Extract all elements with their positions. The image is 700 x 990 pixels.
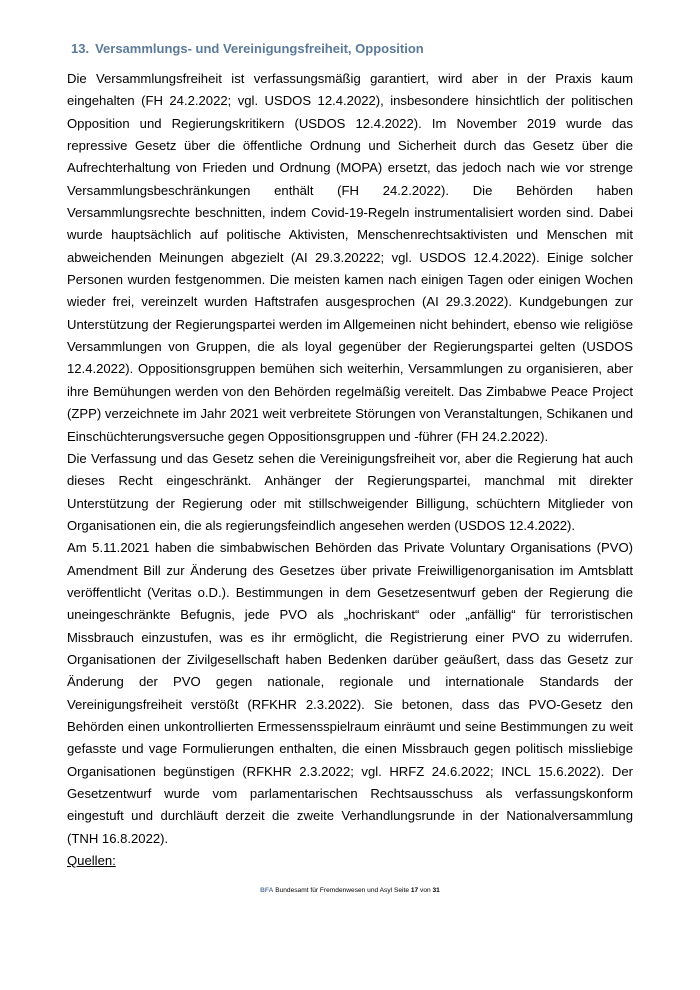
footer-org-abbr: BFA xyxy=(260,887,274,894)
paragraph-association-freedom: Die Verfassung und das Gesetz sehen die Vereinigungsfreiheit vor, aber die Regierung hat auch dieses Recht eingeschränkt. Anhänger der Regierungspartei, manchmal mit direkter Unterstützung der Regierung oder mit stillschweigender Billigung, schüchtern Mitglieder von Organisationen ein, die als regierungsfeindlich angesehen werden (USDOS 12.4.2022). xyxy=(67,450,633,533)
footer-org-name: Bundesamt für Fremdenwesen und Asyl xyxy=(275,887,393,894)
footer-of-word: von xyxy=(420,887,431,894)
footer-page-total: 31 xyxy=(432,887,440,894)
paragraph-assembly-freedom: Die Versammlungsfreiheit ist verfassungsmäßig garantiert, wird aber in der Praxis kaum eingehalten (FH 24.2.2022; vgl. USDOS 12.4.2022), insbesondere hinsichtlich der politischen Opposition und Regierungskritikern (USDOS 12.4.2022). Im November 2019 wurde das repressive Gesetz über die öffentliche Ordnung und Sicherheit durch das Gesetz über die Aufrechterhaltung von Frieden und Ordnung (MOPA) ersetzt, das jedoch nach wie vor strenge Versammlungsbeschränkungen enthält (FH 24.2.2022). Die Behörden haben Versammlungsrechte beschnitten, indem Covid-19-Regeln instrumentalisiert worden sind. Dabei wurde hauptsächlich auf politische Aktivisten, Menschenrechtsaktivisten und Menschen mit abweichenden Meinungen abgezielt (AI 29.3.20222; vgl. USDOS 12.4.2022). Einige solcher Personen wurden festgenommen. Die meisten kamen nach einigen Tagen oder einigen Wochen wieder frei, vereinzelt wurden Haftstrafen ausgesprochen (AI 29.3.2022). Kundgebungen zur Unterstützung der Regierungspartei werden im Allgemeinen nicht behindert, ebenso wie religiöse Versammlungen von Gruppen, die als loyal gegenüber der Regierungspartei gelten (USDOS 12.4.2022). Oppositionsgruppen bemühen sich weiterhin, Versammlungen zu organisieren, aber ihre Bemühungen werden von den Behörden regelmäßig vereitelt. Das Zimbabwe Peace Project (ZPP) verzeichnete im Jahr 2021 weit verbreitete Störungen von Veranstaltungen, Schikanen und Einschüchterungsversuche gegen Oppositionsgruppen und -führer (FH 24.2.2022). xyxy=(67,71,633,444)
section-heading xyxy=(71,38,633,60)
section-title: Versammlungs- und Vereinigungsfreiheit, Opposition xyxy=(95,41,424,56)
footer-page-word: Seite xyxy=(393,887,409,894)
document-page xyxy=(67,38,633,872)
section-number: 13. xyxy=(71,41,90,56)
page-footer xyxy=(0,886,700,896)
footer-page-number: 17 xyxy=(410,887,419,894)
paragraph-pvo-amendment: Am 5.11.2021 haben die simbabwischen Behörden das Private Voluntary Organisations (PVO) Amendment Bill zur Änderung des Gesetzes über private Freiwilligenorganisation im Amtsblatt veröffentlicht (Veritas o.D.). Bestimmungen in dem Gesetzesentwurf geben der Regierung die uneingeschränkte Befugnis, jede PVO als „hochriskant“ oder „anfällig“ für terroristischen Missbrauch einzustufen, was es ihr ermöglicht, die Registrierung einer PVO zu widerrufen. Organisationen der Zivilgesellschaft haben Bedenken darüber geäußert, dass das Gesetz zur Änderung der PVO gegen nationale, regionale und internationale Standards der Vereinigungsfreiheit verstößt (RFKHR 2.3.2022). Sie betonen, dass das PVO-Gesetz den Behörden einen unkontrollierten Ermessensspielraum einräumt und seine Bestimmungen zu weit gefasste und vage Formulierungen enthalten, die einen Missbrauch gegen politisch missliebige Organisationen begünstigen (RFKHR 2.3.2022; vgl. HRFZ 24.6.2022; INCL 15.6.2022). Der Gesetzentwurf wurde vom parlamentarischen Rechtsausschuss als verfassungskonform eingestuft und durchläuft derzeit die zweite Verhandlungsrunde in der Nationalversammlung (TNH 16.8.2022). xyxy=(67,540,633,846)
sources-label: Quellen: xyxy=(67,853,116,869)
